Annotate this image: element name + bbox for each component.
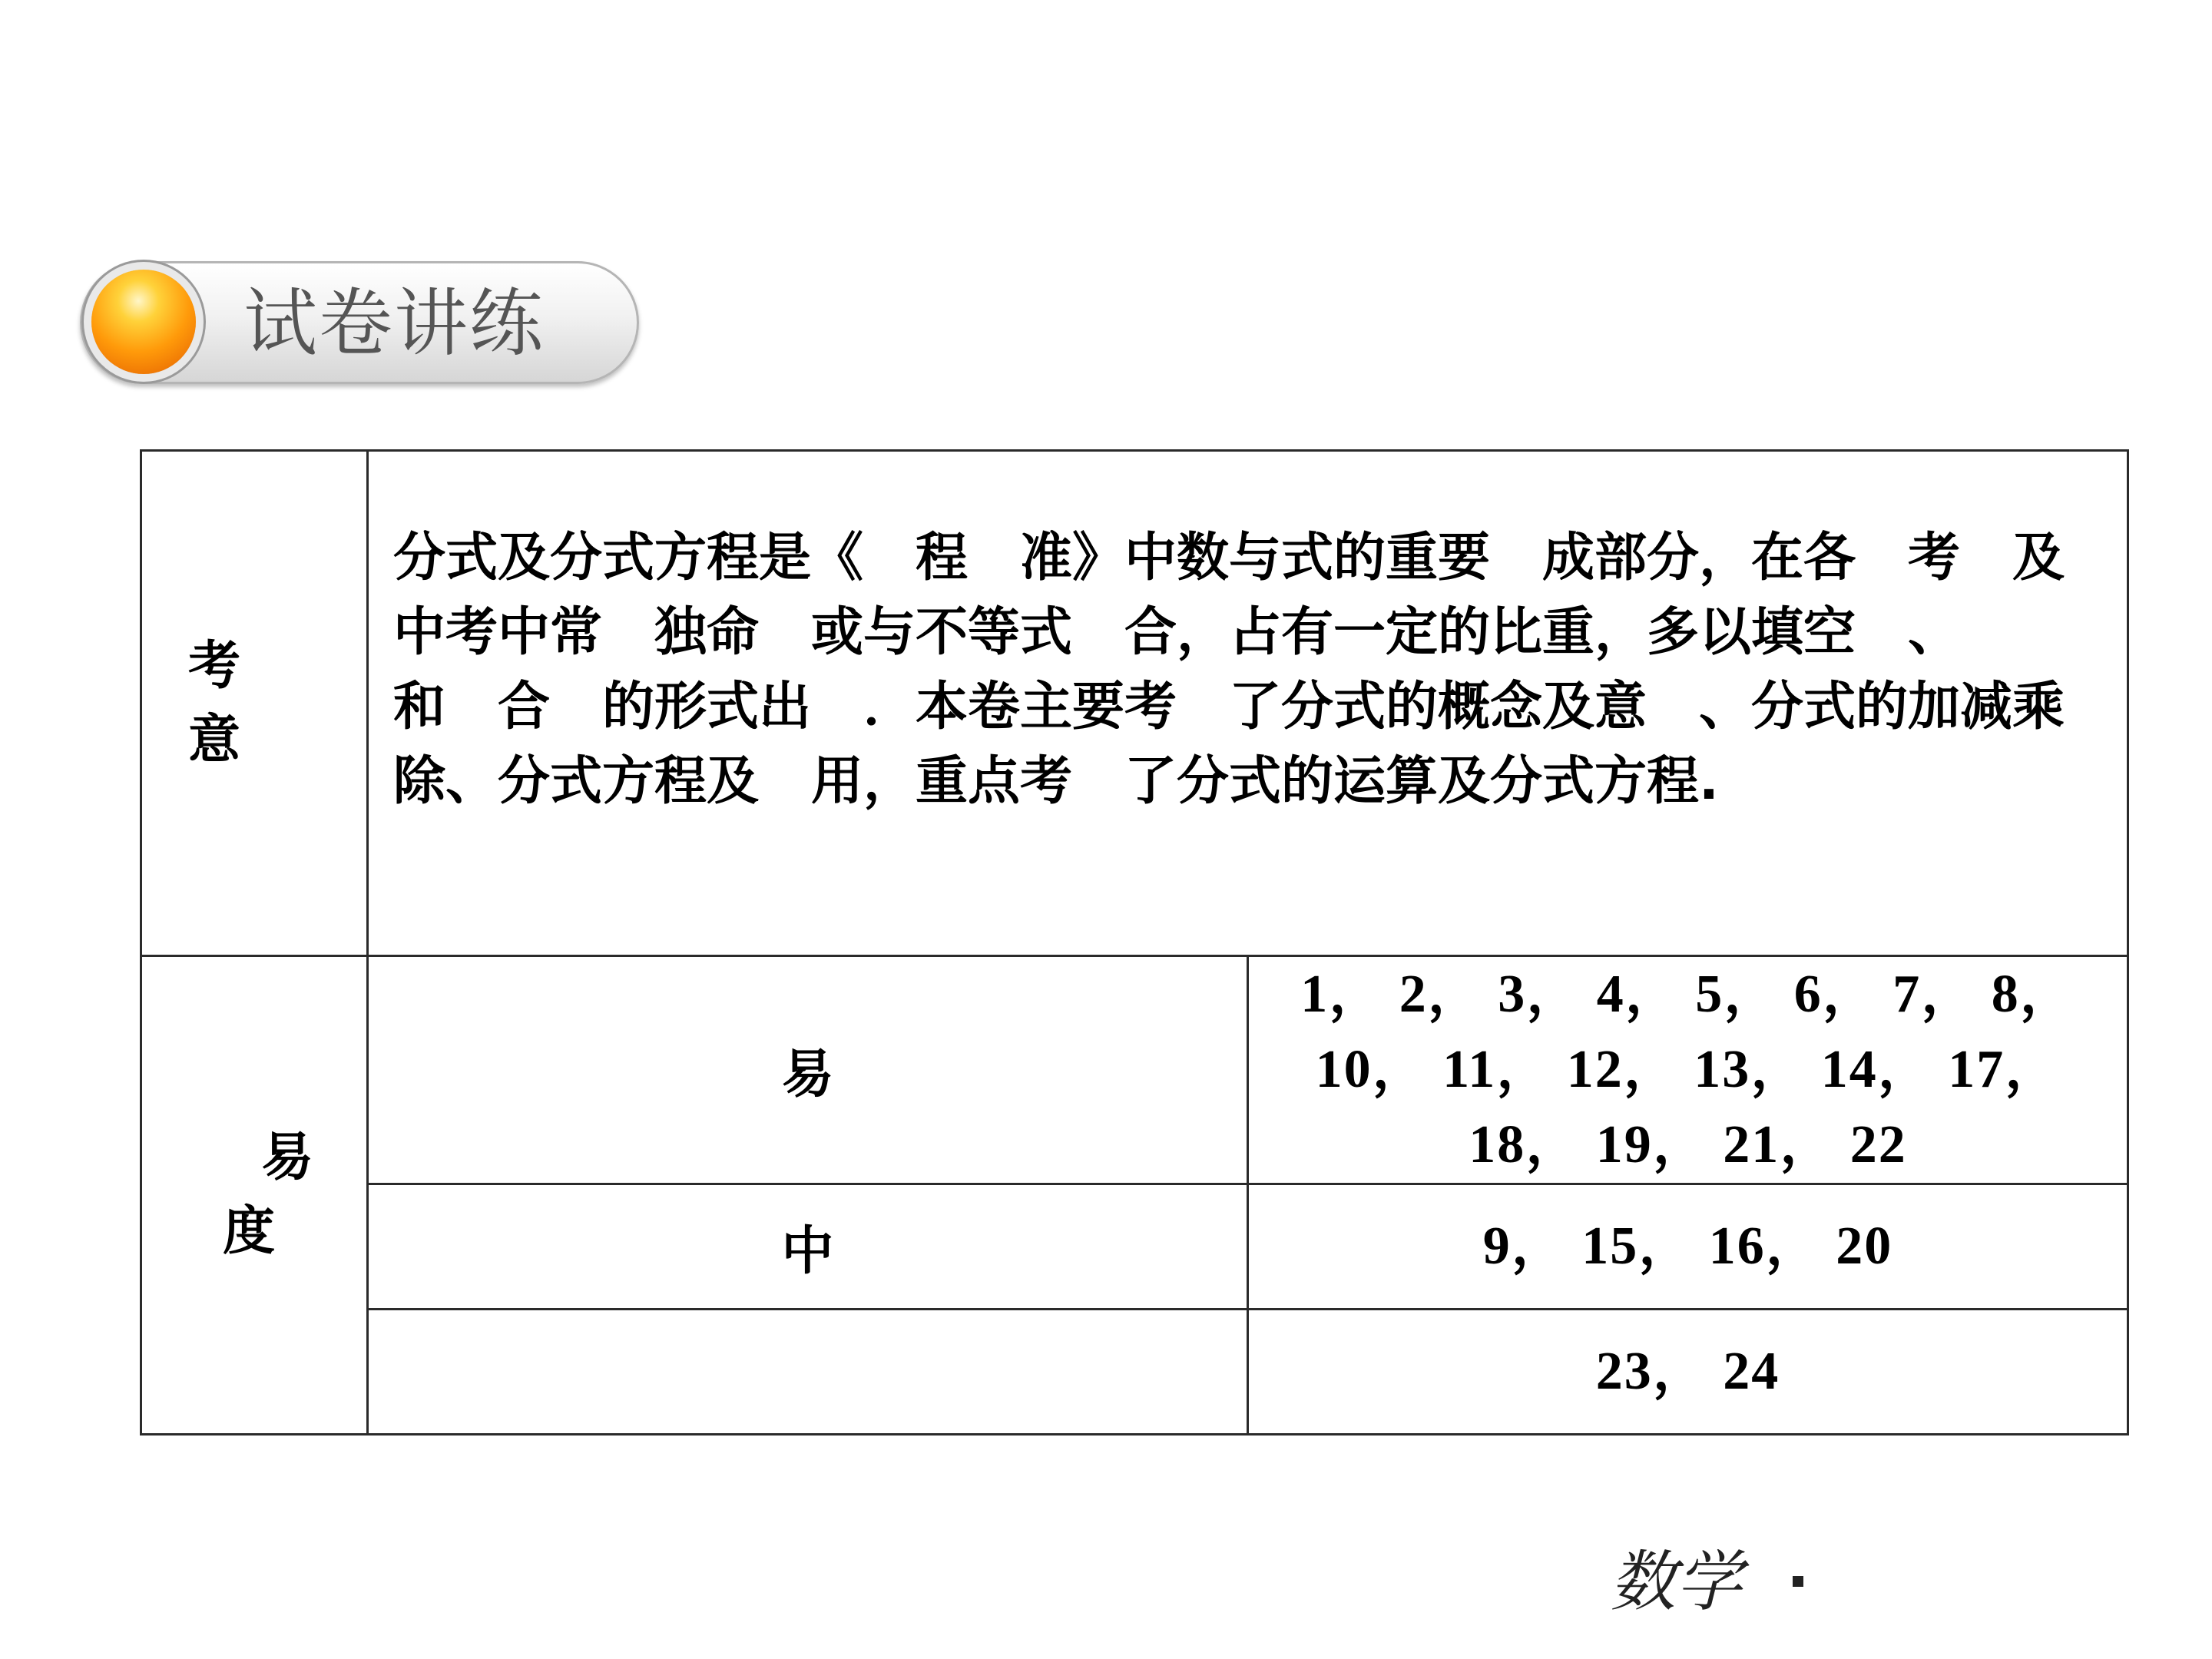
level-hard: [368, 1310, 1248, 1435]
questions-easy: 1， 2， 3， 4， 5， 6， 7， 8， 10， 11， 12， 13， 14， 17， 18， 19， 21， 22: [1248, 956, 2128, 1184]
footer-dot: [1793, 1576, 1803, 1587]
section-header-pill: [80, 261, 639, 384]
questions-hard: 23， 24: [1248, 1310, 2128, 1435]
intent-description: 分式及分式方程是《 程 准》中数与式的重要 成部分，在各 考 及中考中常 独命 或与不等式 合，占有一定的比重，多以填空 、 和 合 的形式出 ．本卷主要考 了分式的概念及意 、分式的加减乘除、分式方程及 用，重点考 了分式的运算及分式方程.: [368, 451, 2128, 956]
table-row: [141, 1310, 2128, 1435]
intent-label-cell: [141, 451, 368, 956]
exam-analysis-table: [140, 449, 2129, 1435]
table-row: [141, 1184, 2128, 1310]
questions-medium: 9， 15， 16， 20: [1248, 1184, 2128, 1310]
table-row: [141, 956, 2128, 1184]
difficulty-label-cell: [141, 956, 368, 1435]
intent-row: [141, 451, 2128, 956]
section-title: 试卷讲练: [243, 280, 545, 366]
difficulty-label-line2: 度: [223, 1201, 276, 1262]
footer-subject: 数学: [1610, 1544, 1742, 1621]
level-medium: 中: [368, 1184, 1248, 1310]
level-easy: 易: [368, 956, 1248, 1184]
intent-label: 考意: [188, 635, 241, 770]
difficulty-label-line1: 易: [261, 1128, 314, 1188]
orange-orb-icon: [91, 270, 196, 374]
